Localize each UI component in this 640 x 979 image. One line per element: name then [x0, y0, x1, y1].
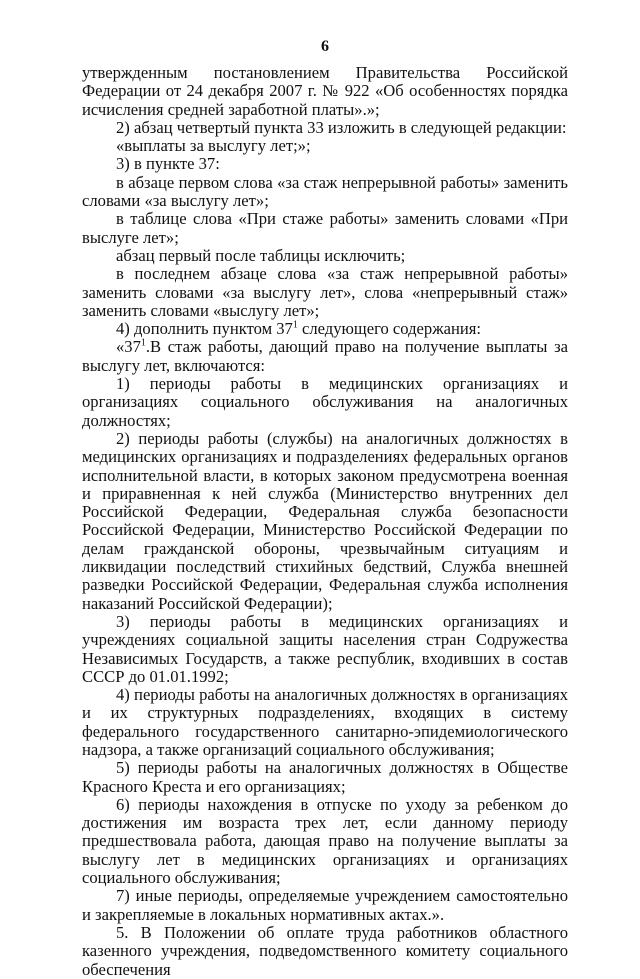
- p37-superscript: 1: [140, 337, 146, 349]
- list-item-3: 3) периоды работы в медицинских организациях и учреждениях социальной защиты населения стран Содружества Независимых Государств, а также республик, входивших в состав СССР до 01.01.1992;: [82, 611, 568, 686]
- paragraph-item-4: [82, 320, 568, 338]
- paragraph-37-1: [82, 338, 568, 375]
- paragraph-item-3: 3) в пункте 37:: [116, 154, 220, 174]
- item-4-text-a: 4) дополнить пунктом 37: [116, 319, 293, 339]
- item-4-superscript: 1: [292, 319, 298, 331]
- paragraph-exclude: абзац первый после таблицы исключить;: [116, 245, 406, 265]
- paragraph-first-abzac: в абзаце первом слова «за стаж непрерывной работы» заменить словами «за выслугу лет»;: [82, 172, 568, 211]
- paragraph-continuation: утвержденным постановлением Правительства Российской Федерации от 24 декабря 2007 г. № 922 «Об особенностях порядка исчисления средней заработной платы».»;: [82, 63, 568, 119]
- paragraph-quote-payments: «выплаты за выслугу лет;»;: [116, 136, 311, 156]
- p37-text-a: «37: [116, 337, 141, 357]
- list-item-2: 2) периоды работы (службы) на аналогичных должностях в медицинских организациях и подразделениях федеральных органов исполнительной власти, в которых законом предусмотрена военная и приравненная к ней служба (Министерство внутренних дел Российской Федерации, Федеральная служба безопасности Российской Федерации, Министерство Российской Федерации по делам гражданской обороны, чрезвычайным ситуациям и ликвидации последствий стихийных бедствий, Служба внешней разведки Российской Федерации, Федеральная служба исполнения наказаний Российской Федерации);: [82, 428, 568, 613]
- paragraph-item-5: 5. В Положении об оплате труда работников областного казенного учреждения, подведомственного комитету социального обеспечения: [82, 922, 568, 979]
- list-item-7: 7) иные периоды, определяемые учреждением самостоятельно и закрепляемые в локальных нормативных актах.».: [82, 886, 568, 924]
- paragraph-item-2: 2) абзац четвертый пункта 33 изложить в следующей редакции:: [116, 117, 567, 137]
- paragraph-last-abzac: в последнем абзаце слова «за стаж непрерывной работы» заменить словами «за выслугу лет», слова «непрерывный стаж» заменить словами «выслугу лет»;: [82, 264, 568, 320]
- p37-text-b: .В стаж работы, дающий право на получение выплаты за выслугу лет, включаются:: [82, 337, 568, 375]
- paragraph-table-words: в таблице слова «При стаже работы» заменить словами «При выслуге лет»;: [82, 209, 568, 247]
- item-4-text-b: следующего содержания:: [297, 319, 482, 339]
- list-item-1: 1) периоды работы в медицинских организациях и организациях социального обслуживания на аналогичных должностях;: [82, 374, 568, 430]
- list-item-5: 5) периоды работы на аналогичных должностях в Обществе Красного Креста и его организациях;: [82, 758, 568, 796]
- page-number: 6: [321, 38, 329, 55]
- list-item-6: 6) периоды нахождения в отпуске по уходу за ребенком до достижения им возраста трех лет, если данному периоду предшествовала работа, дающая право на получение выплаты за выслугу лет в медицинских организациях и организациях социального обслуживания;: [82, 794, 568, 888]
- list-item-4: 4) периоды работы на аналогичных должностях в организациях и их структурных подразделениях, входящих в систему федерального государственного санитарно-эпидемиологического надзора, а также организаций социального обслуживания;: [82, 685, 568, 759]
